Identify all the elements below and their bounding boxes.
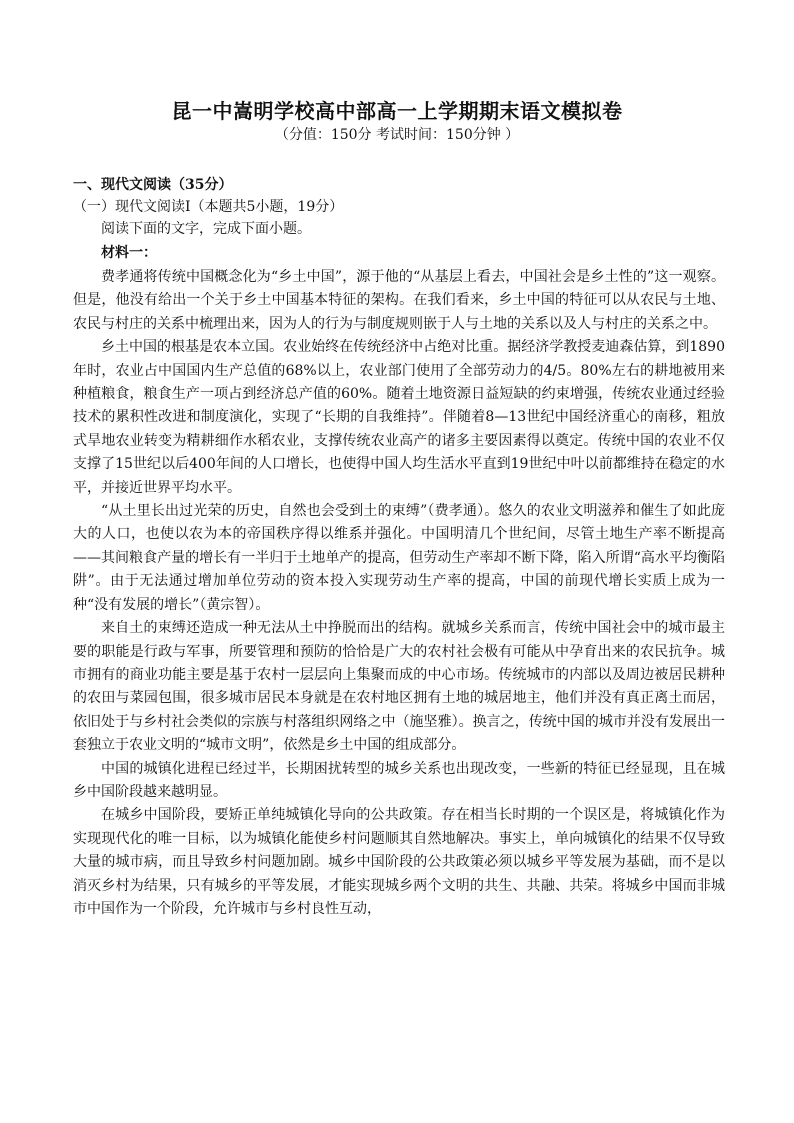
passage-body	[73, 266, 725, 921]
material-label: 材料一：	[101, 245, 157, 261]
exam-title: 昆一中嵩明学校高中部高一上学期期末语文模拟卷	[171, 99, 623, 123]
section-heading: 一、现代文阅读（35分）	[73, 177, 233, 193]
exam-subtitle: （分值：150分 考试时间：150分钟 ）	[274, 127, 520, 143]
paragraph: 中国的城镇化进程已经过半，长期困扰转型的城乡关系也出现改变，一些新的特征已经显现，且在城乡中国阶段越来越明显。	[73, 760, 725, 800]
reading-instruction: 阅读下面的文字，完成下面小题。	[101, 221, 311, 237]
paragraph: 费孝通将传统中国概念化为“乡土中国”，源于他的“从基层上看去，中国社会是乡土性的”这一观察。但是，他没有给出一个关于乡土中国基本特征的架构。在我们看来，乡土中国的特征可以从农民与土地、农民与村庄的关系中梳理出来，因为人的行为与制度规则嵌于人与土地的关系以及人与村庄的关系之中。	[73, 269, 725, 332]
paragraph: 在城乡中国阶段，要矫正单纯城镇化导向的公共政策。存在相当长时期的一个误区是，将城镇化作为实现现代化的唯一目标，以为城镇化能使乡村问题顺其自然地解决。事实上，单向城镇化的结果不仅导致大量的城市病，而且导致乡村问题加剧。城乡中国阶段的公共政策必须以城乡平等发展为基础，而不是以消灭乡村为结果，只有城乡的平等发展，才能实现城乡两个文明的共生、共融、共荣。将城乡中国而非城市中国作为一个阶段，允许城市与乡村良性互动，	[73, 807, 725, 917]
paragraph: 乡土中国的根基是农本立国。农业始终在传统经济中占绝对比重。据经济学教授麦迪森估算，到1890年时，农业占中国国内生产总值的68%以上，农业部门使用了全部劳动力的4/5。80%左右的耕地被用来种植粮食，粮食生产一项占到经济总产值的60%。随着土地资源日益短缺的约束增强，传统农业通过经验技术的累积性改进和制度演化，实现了“长期的自我维持”。伴随着8—13世纪中国经济重心的南移，粗放式旱地农业转变为精耕细作水稻农业，支撑传统农业高产的诸多主要因素得以奠定。传统中国的农业不仅支撑了15世纪以后400年间的人口增长，也使得中国人均生活水平直到19世纪中叶以前都维持在稳定的水平，并接近世界平均水平。	[73, 339, 725, 496]
subsection-heading: （一）现代文阅读Ⅰ（本题共5小题，19分）	[73, 199, 344, 215]
paragraph: 来自土的束缚还造成一种无法从土中挣脱而出的结构。就城乡关系而言，传统中国社会中的城市最主要的职能是行政与军事，所要管理和预防的恰恰是广大的农村社会极有可能从中孕育出来的农民抗争。城市拥有的商业功能主要是基于农村一层层向上集聚而成的中心市场。传统城市的内部以及周边被居民耕种的农田与菜园包围，很多城市居民本身就是在农村地区拥有土地的城居地主，他们并没有真正离土而居，依旧处于与乡村社会类似的宗族与村落组织网络之中（施坚雅）。换言之，传统中国的城市并没有发展出一套独立于农业文明的“城市文明”，依然是乡土中国的组成部分。	[73, 620, 725, 754]
paragraph: “从土里长出过光荣的历史，自然也会受到土的束缚”（费孝通）。悠久的农业文明滋养和催生了如此庞大的人口，也使以农为本的帝国秩序得以维系并强化。中国明清几个世纪间，尽管土地生产率不断提高——其间粮食产量的增长有一半归于土地单产的提高，但劳动生产率却不断下降，陷入所谓“高水平均衡陷阱”。由于无法通过增加单位劳动的资本投入实现劳动生产率的提高，中国的前现代增长实质上成为一种“没有发展的增长”（黄宗智）。	[73, 503, 725, 613]
